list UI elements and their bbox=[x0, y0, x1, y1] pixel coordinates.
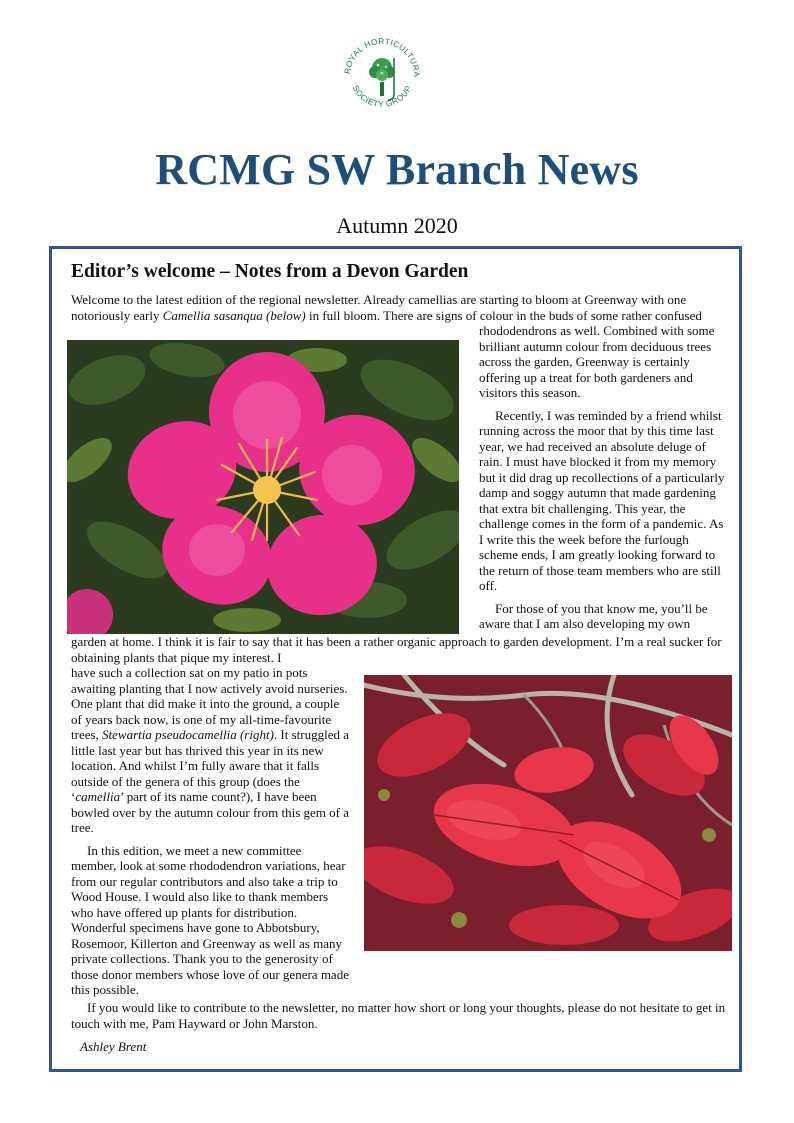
intro-emphasis: Camellia sasanqua (below) bbox=[162, 307, 306, 323]
right-column-text bbox=[479, 323, 725, 632]
full-width-text: garden at home. I think it is fair to say that it has been a rather organic approach to garden development. I’m a real sucker for obtaining plants that pique my interest. I bbox=[71, 634, 722, 665]
left-column-text bbox=[71, 665, 349, 998]
closing-paragraph: If you would like to contribute to the newsletter, no matter how short or long your thoughts, please do not hesitate to get in touch with me, Pam Hayward or John Marston. bbox=[71, 1000, 726, 1031]
left-text-b: . It struggled a little last year but has thrived this year in its new location. And whilst I’m fully aware that it falls outside of the genera of this group (does the ‘ bbox=[71, 727, 350, 804]
tree-icon bbox=[369, 58, 395, 100]
left-text-c: ’ part of its name count?), I have been bowled over by the autumn colour from this gem of a tree. bbox=[71, 789, 349, 835]
intro-text-end: in full bloom. There are signs of colour in the buds of some rather confused bbox=[305, 307, 702, 323]
stewartia-photo bbox=[364, 675, 732, 951]
right-column-paragraph-3: For those of you that know me, you’ll be aware that I am also developing my own bbox=[479, 600, 708, 631]
left-emphasis-2: camellia bbox=[75, 789, 121, 804]
editor-signature: Ashley Brent bbox=[80, 1039, 147, 1054]
left-text-a: have such a collection sat on my patio in pots awaiting planting that I now actively avoid nurseries. One plant that did make it into the ground, a couple of years back now, is one of my all-time-favourite trees, bbox=[71, 665, 348, 742]
issue-date: Autumn 2020 bbox=[336, 213, 458, 238]
intro-paragraph bbox=[71, 292, 731, 323]
right-column-paragraph-2: Recently, I was reminded by a friend whilst running across the moor that by this time last year, we had received an absolute deluge of rain. I must have blocked it from my memory but it did drag up recollections of a particularly damp and soggy autumn that made gardening that extra bit challenging. This year, the challenge comes in the form of a pandemic. As I write this the week before the furlough scheme ends, I am greatly looking forward to the return of those team members who are still off. bbox=[479, 407, 725, 593]
left-column-paragraph-2: In this edition, we meet a new committee member, look at some rhododendron variations, hear from our regular contributors and also take a trip to Wood House. I would also like to thank members who have offered up plants for distribution. Wonderful specimens have gone to Abbotsbury, Rosemoor, Killerton and Greenway as well as many private collections. Thank you to the generosity of those donor members whose love of our genera made this possible. bbox=[71, 842, 349, 997]
left-column-paragraph-1 bbox=[71, 665, 349, 836]
rhs-group-logo bbox=[338, 28, 426, 120]
logo-arc-bottom: SOCIETY GROUP bbox=[350, 83, 414, 109]
intro-text: Welcome to the latest edition of the regional newsletter. Already camellias are starting to bloom at Greenway with one notoriously early bbox=[71, 292, 687, 323]
article-heading: Editor’s welcome – Notes from a Devon Garden bbox=[71, 261, 469, 282]
left-emphasis-1: Stewartia pseudocamellia (right) bbox=[102, 727, 274, 742]
right-column-paragraph-1: rhododendrons as well. Combined with some brilliant autumn colour from deciduous trees across the garden, Greenway is certainly offering up a treat for both gardeners and visitors this season. bbox=[479, 323, 715, 400]
logo-arc-top: ROYAL HORTICULTURA bbox=[342, 36, 422, 78]
camellia-photo bbox=[67, 340, 459, 634]
newsletter-title: RCMG SW Branch News bbox=[155, 145, 639, 194]
